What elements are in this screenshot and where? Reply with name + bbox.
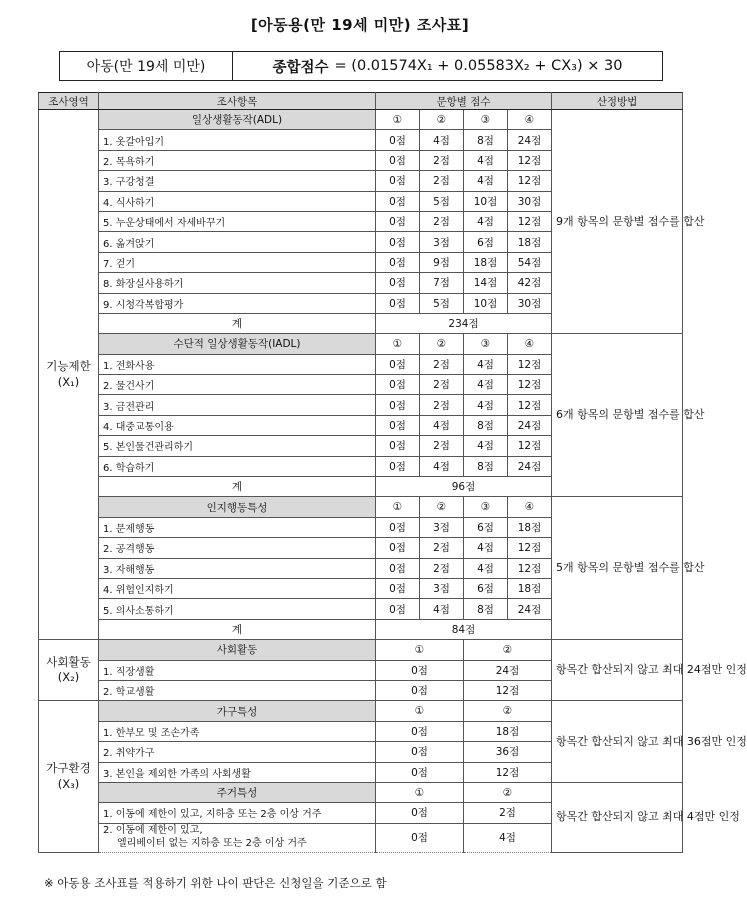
- score-cell: 9점: [420, 252, 464, 272]
- item-label: 5. 본인물건관리하기: [99, 436, 376, 456]
- score-cell: 12점: [508, 538, 552, 558]
- score-cell: 0점: [376, 395, 420, 415]
- score-cell: 0점: [376, 742, 464, 762]
- score-cell: 5점: [420, 191, 464, 211]
- score-cell: 4점: [464, 354, 508, 374]
- option-number: ③: [464, 334, 508, 354]
- footnote: ※ 아동용 조사표를 적용하기 위한 나이 판단은 신청일을 기준으로 함: [44, 876, 387, 890]
- score-cell: 0점: [376, 436, 420, 456]
- section-title: 인지행동특성: [99, 497, 376, 517]
- item-label: 7. 걷기: [99, 252, 376, 272]
- score-cell: 0점: [376, 578, 420, 598]
- score-cell: 10점: [464, 293, 508, 313]
- score-cell: 2점: [420, 538, 464, 558]
- score-cell: 24점: [464, 660, 552, 680]
- formula-box: [59, 51, 663, 81]
- score-cell: 12점: [508, 558, 552, 578]
- score-cell: 4점: [464, 211, 508, 231]
- option-number: ②: [420, 497, 464, 517]
- score-cell: 6점: [464, 517, 508, 537]
- score-cell: 2점: [420, 395, 464, 415]
- method-cell: 6개 항목의 문항별 점수를 합산: [552, 334, 683, 497]
- item-label: 2. 물건사기: [99, 375, 376, 395]
- table-row: [39, 334, 683, 354]
- score-cell: 0점: [376, 558, 420, 578]
- formula-equation: [233, 52, 662, 80]
- option-number: ①: [376, 334, 420, 354]
- score-cell: 4점: [420, 415, 464, 435]
- score-cell: 0점: [376, 211, 420, 231]
- score-cell: 8점: [464, 599, 508, 619]
- option-number: ②: [420, 334, 464, 354]
- section-title: 가구특성: [99, 701, 376, 721]
- score-cell: 0점: [376, 191, 420, 211]
- method-cell: 항목간 합산되지 않고 최대 36점만 인정: [552, 701, 683, 783]
- total-value: 84점: [376, 619, 552, 639]
- survey-table: [38, 92, 747, 853]
- item-label: 2. 목욕하기: [99, 150, 376, 170]
- score-cell: 12점: [508, 375, 552, 395]
- score-cell: 8점: [464, 415, 508, 435]
- score-cell: 0점: [376, 273, 420, 293]
- score-cell: 4점: [420, 456, 464, 476]
- option-number: ①: [376, 701, 464, 721]
- item-label: 6. 학습하기: [99, 456, 376, 476]
- option-number: ①: [376, 782, 464, 802]
- total-label: 계: [99, 313, 376, 333]
- area-name: 가구환경: [46, 760, 91, 775]
- score-cell: 4점: [464, 436, 508, 456]
- header-item: 조사항목: [99, 93, 376, 110]
- score-cell: 12점: [508, 436, 552, 456]
- score-cell: 4점: [464, 823, 552, 852]
- score-cell: 0점: [376, 354, 420, 374]
- score-cell: 12점: [508, 211, 552, 231]
- table-row: [39, 640, 683, 660]
- formula-rhs: = (0.01574X₁ + 0.05583X₂ + CX₃) × 30: [334, 58, 623, 74]
- score-cell: 2점: [420, 211, 464, 231]
- score-cell: 2점: [420, 558, 464, 578]
- item-label: 3. 구강청결: [99, 171, 376, 191]
- area-cell: [39, 640, 99, 701]
- area-variable: (X₃): [57, 776, 80, 791]
- score-cell: 2점: [420, 150, 464, 170]
- total-value: 234점: [376, 313, 552, 333]
- score-cell: 3점: [420, 232, 464, 252]
- score-cell: 24점: [508, 599, 552, 619]
- method-cell: 9개 항목의 문항별 점수를 합산: [552, 110, 683, 334]
- item-label: 1. 옷갈아입기: [99, 130, 376, 150]
- table-row: [39, 497, 683, 517]
- score-cell: 30점: [508, 191, 552, 211]
- area-cell: [39, 701, 99, 852]
- score-cell: 2점: [420, 354, 464, 374]
- score-cell: 5점: [420, 293, 464, 313]
- item-label: 2. 취약가구: [99, 742, 376, 762]
- score-cell: 0점: [376, 130, 420, 150]
- item-label: 9. 시청각복합평가: [99, 293, 376, 313]
- table-row: [39, 782, 683, 802]
- table-row: [39, 701, 683, 721]
- option-number: ②: [464, 701, 552, 721]
- item-label: 4. 대중교통이용: [99, 415, 376, 435]
- formula-label: 아동(만 19세 미만): [60, 52, 233, 80]
- score-cell: 12점: [464, 680, 552, 700]
- item-label: 2. 학교생활: [99, 680, 376, 700]
- score-cell: 24점: [508, 130, 552, 150]
- total-label: 계: [99, 477, 376, 497]
- item-label: 3. 금전관리: [99, 395, 376, 415]
- item-label: 5. 의사소통하기: [99, 599, 376, 619]
- item-label: 5. 누운상태에서 자세바꾸기: [99, 211, 376, 231]
- header-scores: 문항별 점수: [376, 93, 552, 110]
- score-cell: 2점: [464, 803, 552, 823]
- option-number: ③: [464, 110, 508, 130]
- score-cell: 4점: [420, 599, 464, 619]
- table-row: [39, 110, 683, 130]
- score-cell: 10점: [464, 191, 508, 211]
- score-cell: 2점: [420, 436, 464, 456]
- method-cell: 항목간 합산되지 않고 최대 24점만 인정: [552, 640, 683, 701]
- score-cell: 4점: [464, 171, 508, 191]
- option-number: ④: [508, 334, 552, 354]
- score-cell: 54점: [508, 252, 552, 272]
- item-label: 8. 화장실사용하기: [99, 273, 376, 293]
- method-cell: 항목간 합산되지 않고 최대 4점만 인정: [552, 782, 683, 852]
- option-number: ④: [508, 497, 552, 517]
- option-number: ②: [420, 110, 464, 130]
- score-cell: 4점: [464, 558, 508, 578]
- score-cell: 0점: [376, 803, 464, 823]
- item-label: 1. 전화사용: [99, 354, 376, 374]
- score-cell: 0점: [376, 150, 420, 170]
- score-cell: 0점: [376, 375, 420, 395]
- score-cell: 24점: [508, 456, 552, 476]
- score-cell: 14점: [464, 273, 508, 293]
- score-cell: 3점: [420, 517, 464, 537]
- score-cell: 18점: [464, 721, 552, 741]
- item-label: 1. 이동에 제한이 있고, 지하층 또는 2층 이상 거주: [99, 803, 376, 823]
- item-label-line: 엘리베이터 없는 지하층 또는 2층 이상 거주: [117, 837, 307, 849]
- score-cell: 12점: [464, 762, 552, 782]
- header-row: [39, 93, 683, 110]
- header-method: 산정방법: [552, 93, 683, 110]
- area-cell: [39, 110, 99, 640]
- score-cell: 0점: [376, 538, 420, 558]
- area-name: 사회활동: [46, 654, 91, 669]
- item-label: 4. 식사하기: [99, 191, 376, 211]
- score-cell: 7점: [420, 273, 464, 293]
- score-cell: 4점: [464, 150, 508, 170]
- item-label: [99, 823, 376, 852]
- section-title: 사회활동: [99, 640, 376, 660]
- option-number: ②: [464, 640, 552, 660]
- score-cell: 0점: [376, 232, 420, 252]
- score-cell: 0점: [376, 415, 420, 435]
- section-title: 일상생활동작(ADL): [99, 110, 376, 130]
- score-cell: 0점: [376, 517, 420, 537]
- score-cell: 30점: [508, 293, 552, 313]
- score-cell: 4점: [464, 538, 508, 558]
- page-title: [아동용(만 19세 미만) 조사표]: [250, 16, 470, 34]
- option-number: ②: [464, 782, 552, 802]
- header-area: 조사영역: [39, 93, 99, 110]
- score-cell: 2점: [420, 375, 464, 395]
- score-cell: 12점: [508, 171, 552, 191]
- item-label: 1. 한부모 및 조손가족: [99, 721, 376, 741]
- score-cell: 12점: [508, 150, 552, 170]
- score-cell: 0점: [376, 721, 464, 741]
- score-cell: 8점: [464, 456, 508, 476]
- score-cell: 3점: [420, 578, 464, 598]
- score-cell: 0점: [376, 660, 464, 680]
- formula-lhs: 종합점수: [272, 59, 329, 76]
- score-cell: 42점: [508, 273, 552, 293]
- score-cell: 0점: [376, 599, 420, 619]
- total-label: 계: [99, 619, 376, 639]
- item-label: 4. 위험인지하기: [99, 578, 376, 598]
- score-cell: 18점: [464, 252, 508, 272]
- item-label: 6. 옮겨앉기: [99, 232, 376, 252]
- score-cell: 6점: [464, 232, 508, 252]
- item-label: 1. 직장생활: [99, 660, 376, 680]
- score-cell: 4점: [464, 395, 508, 415]
- score-cell: 18점: [508, 517, 552, 537]
- option-number: ①: [376, 497, 420, 517]
- section-title: 주거특성: [99, 782, 376, 802]
- score-cell: 0점: [376, 171, 420, 191]
- score-cell: 0점: [376, 823, 464, 852]
- item-label-line: 2. 이동에 제한이 있고,: [103, 825, 203, 837]
- score-cell: 6점: [464, 578, 508, 598]
- score-cell: 18점: [508, 578, 552, 598]
- option-number: ①: [376, 640, 464, 660]
- score-cell: 2점: [420, 171, 464, 191]
- section-title: 수단적 일상생활동작(IADL): [99, 334, 376, 354]
- item-label: 1. 문제행동: [99, 517, 376, 537]
- option-number: ①: [376, 110, 420, 130]
- score-cell: 12점: [508, 395, 552, 415]
- area-variable: (X₁): [57, 374, 80, 389]
- score-cell: 12점: [508, 354, 552, 374]
- method-cell: 5개 항목의 문항별 점수를 합산: [552, 497, 683, 640]
- score-cell: 8점: [464, 130, 508, 150]
- item-label: 3. 본인을 제외한 가족의 사회생활: [99, 762, 376, 782]
- score-cell: 18점: [508, 232, 552, 252]
- score-cell: 24점: [508, 415, 552, 435]
- score-cell: 0점: [376, 762, 464, 782]
- total-value: 96점: [376, 477, 552, 497]
- score-cell: 0점: [376, 680, 464, 700]
- score-cell: 0점: [376, 252, 420, 272]
- area-variable: (X₂): [57, 670, 80, 685]
- item-label: 2. 공격행동: [99, 538, 376, 558]
- score-cell: 0점: [376, 456, 420, 476]
- area-name: 기능제한: [46, 359, 91, 374]
- score-cell: 4점: [420, 130, 464, 150]
- score-cell: 0점: [376, 293, 420, 313]
- score-cell: 36점: [464, 742, 552, 762]
- score-cell: 4점: [464, 375, 508, 395]
- option-number: ④: [508, 110, 552, 130]
- option-number: ③: [464, 497, 508, 517]
- item-label: 3. 자해행동: [99, 558, 376, 578]
